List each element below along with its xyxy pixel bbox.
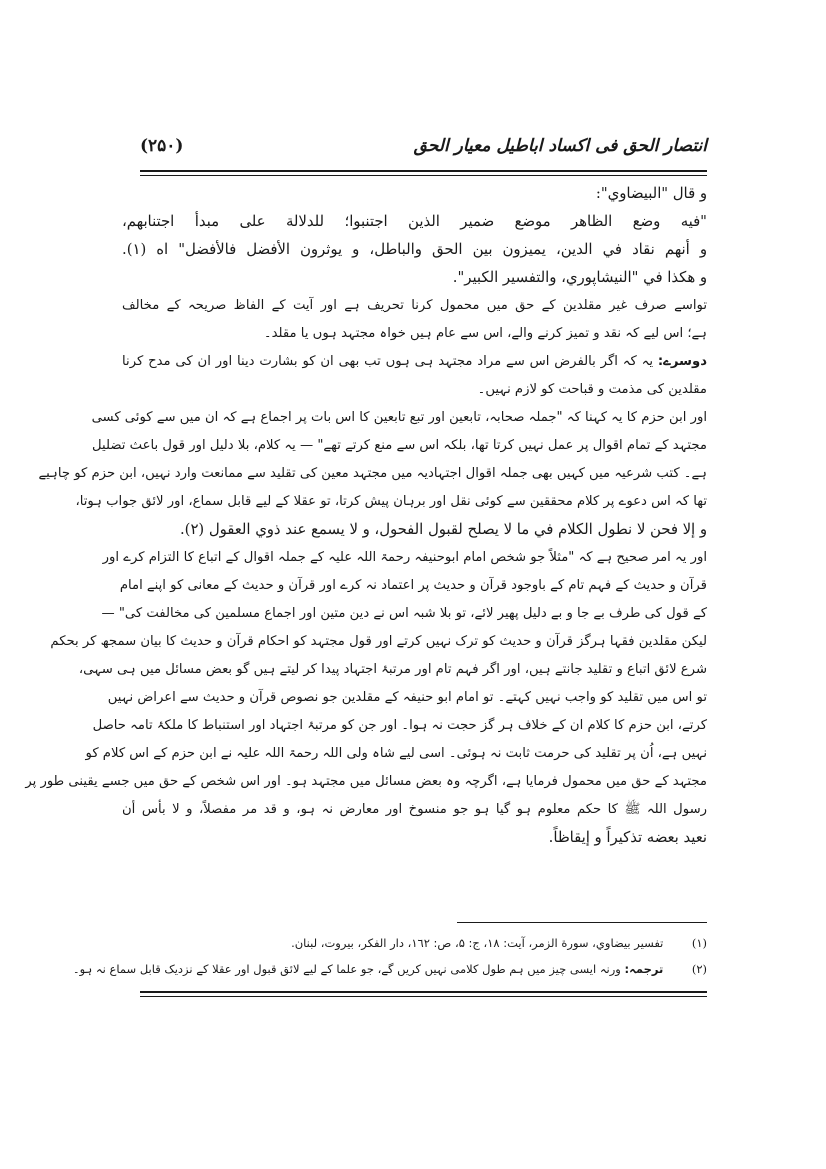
footnote-number: (۱) — [691, 936, 707, 950]
text-line: نہیں ہے، اُن پر تقلید کی حرمت ثابت نہ ہوئی۔ اسی لیے شاہ ولی اللہ رحمۃ اللہ علیہ نے ابن حزم کے اس کلام کو — [85, 746, 707, 761]
text-line: تو اس میں تقلید کو واجب نہیں کہتے۔ تو امام ابو حنیفہ کے مقلدین جو نصوص قرآن و حدیث سے اعراض نہیں — [107, 690, 707, 705]
text-line: "فيه وضع الظاهر موضع ضمير الذين اجتنبوا؛ للدلالة على مبدأ اجتنابهم، — [122, 213, 707, 230]
running-title: انتصار الحق فی اکساد اباطیل معیار الحق — [413, 136, 707, 156]
footnote-rule — [457, 922, 707, 923]
footer-rule-thin — [140, 996, 707, 997]
text-line: اور ابن حزم کا یہ کہنا کہ "جملہ صحابہ، تابعین اور تبع تابعین کا اس بات پر اجماع ہے کہ ان میں سے کوئی کسی — [91, 410, 707, 425]
footnote — [140, 930, 707, 956]
text-line: کرتے، ابن حزم کا کلام ان کے خلاف ہر گز حجت نہ ہوا۔ اور جن کو مرتبۂ اجتہاد اور استنباط کا ملکۂ تامہ حاصل — [92, 718, 707, 733]
footnote-text: ورنہ ایسی چیز میں ہم طول کلامی نہیں کریں گے، جو علما کے لیے لائق قبول اور عقلا کے نزدیک قابل سماع نہ ہو۔ — [72, 962, 621, 976]
text-line: ہے؛ اس لیے کہ نقد و تمیز کرنے والے، اس سے عام ہیں خواہ مجتہد ہوں یا مقلد۔ — [263, 326, 707, 341]
page-number: (۲۵۰) — [140, 136, 184, 156]
text-line: و إلا فحن لا نطول الكلام في ما لا يصلح لقبول الفحول، و لا يسمع عند ذوي العقول (۲). — [179, 521, 707, 538]
text-line: و أنهم نقاد في الدين، يميزون بين الحق والباطل، و يوثرون الأفضل فالأفضل" اه (۱). — [122, 241, 707, 258]
text-line: ہے۔ کتب شرعیہ میں کہیں بھی جملہ اقوال اجتہادیہ میں مجتہد معین کی تقلید سے ممانعت وارد نہیں، ابن حزم کو چاہیے — [38, 466, 707, 481]
text-line: قرآن و حدیث کے فہم تام کے باوجود قرآن و حدیث پر اعتماد نہ کرے اور قرآن و حدیث کے معانی کو اپنے امام — [119, 578, 707, 593]
text-line: تھا کہ اس دعوے پر کلام محققین سے کوئی نقل اور برہان پیش کرتا، تو عقلا کے لیے قابل سماع، اور لائق جواب ہوتا، — [75, 494, 707, 509]
footer-rule-thick — [140, 991, 707, 993]
text-line: کے قول کی طرف بے جا و بے دلیل پھیر لائے، تو بلا شبہ اس نے دین متین اور اجماع مسلمین کی مخالفت کی" — — [101, 606, 707, 621]
header-rule-thick — [140, 170, 707, 172]
text-line: نعيد بعضه تذكيراً و إيقاظاً. — [548, 829, 707, 846]
text-line: مجتہد کے حق میں محمول فرمایا ہے، اگرچہ وہ بعض مسائل میں مجتہد ہو۔ اور اس شخص کے حق میں جسے یقینی طور پر — [25, 774, 707, 789]
text-line: و هكذا في "النيشاپوري، والتفسير الكبير". — [452, 269, 707, 286]
text-line: مجتہد کے تمام اقوال پر عمل نہیں کرتا تھا، بلکہ اس سے منع کرتے تھے" — یہ کلام، بلا دلیل اور قول باعث تضلیل — [92, 438, 707, 453]
text-line-with-lead — [122, 348, 707, 376]
text-line: رسول اللہ ﷺ کا حکم معلوم ہو گیا ہو جو منسوخ اور معارض نہ ہو، و قد مر مفصلاً، و لا بأس أن — [122, 802, 707, 817]
text-line: و قال "البيضاوي": — [595, 185, 707, 202]
text-line: اور یہ امر صحیح ہے کہ "مثلاً جو شخص امام ابوحنیفہ رحمۃ اللہ علیہ کے جملہ اقوال کے اتباع کا التزام کرے اور — [102, 550, 707, 565]
text-line: لیکن مقلدین فقہا ہرگز قرآن و حدیث کو ترک نہیں کرتے اور قول مجتہد کو احکام قرآن و حدیث کا بیان سمجھ کر بحکم — [50, 634, 707, 649]
page-header — [140, 132, 707, 172]
header-rule-thin — [140, 175, 707, 176]
footnote — [72, 956, 707, 982]
footnote-text: تفسير بيضاوي، سورة الزمر، آيت: ۱۸، ج: ۵، ص: ۱٦۲، دار الفكر، بيروت، لبنان. — [291, 936, 664, 950]
footnotes — [72, 930, 707, 982]
text-line: شرع لائق اتباع و تقلید جانتے ہیں، اور اگر فہم تام اور مرتبۂ اجتہاد پیدا کر لیتے ہیں گو بعض مسائل میں ہی سہی، — [78, 662, 707, 677]
main-text — [25, 180, 707, 852]
second-lead-word: دوسرے: — [657, 354, 707, 369]
footnote-lead: ترجمہ: — [624, 962, 664, 976]
text-span: یہ کہ اگر بالفرض اس سے مراد مجتہد ہی ہوں تب بھی ان کو بشارت دینا اور ان کی مدح کرنا — [122, 354, 653, 369]
text-line: تواسے صرف غیر مقلدین کے حق میں محمول کرنا تحریف ہے اور آیت کے الفاظ صریحہ کے مخالف — [122, 298, 707, 313]
footnote-number: (۲) — [691, 962, 707, 976]
text-line: مقلدین کی مذمت و قباحت کو لازم نہیں۔ — [477, 382, 707, 397]
